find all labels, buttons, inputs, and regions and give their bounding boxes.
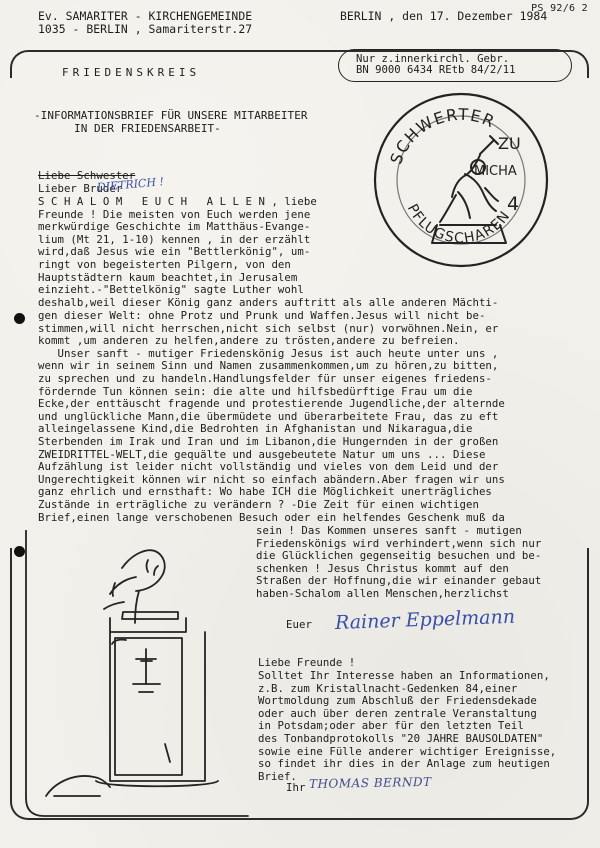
city-date-line: BERLIN , den 17. Dezember 1984 bbox=[340, 9, 548, 23]
greeting-brother: Lieber Bruder bbox=[38, 182, 123, 195]
emblem-inner-text: MICHA bbox=[474, 164, 517, 179]
emblem-bottom-text: PFLUGSCHAREN bbox=[403, 201, 514, 247]
svg-text:SCHWERTER bbox=[386, 105, 498, 167]
letter-heading: -INFORMATIONSBRIEF FÜR UNSERE MITARBEITER IN DER FRIEDENSARBEIT- bbox=[34, 109, 308, 135]
section-title: FRIEDENSKREIS bbox=[62, 66, 201, 79]
greeting-sister: Liebe Schwester bbox=[38, 169, 136, 182]
emblem-right-text: ZU bbox=[498, 134, 521, 153]
signature-thomas-berndt: THOMAS BERNDT bbox=[308, 774, 432, 791]
pulpit-cartoon-drawing bbox=[18, 530, 250, 820]
emblem-left-text: SCHWERTER bbox=[386, 104, 499, 167]
closing-word: Euer bbox=[286, 618, 312, 631]
friends-greeting: Liebe Freunde ! bbox=[258, 656, 356, 669]
handwritten-recipient-name: DIETRICH ! bbox=[96, 175, 165, 194]
church-address: Ev. SAMARITER - KIRCHENGEMEINDE 1035 - BERLIN , Samariterstr.27 bbox=[38, 9, 253, 36]
letter-body-middle: sein ! Das Kommen unseres sanft - mutigen Friedenskönigs wird verhindert,wenn sich nur die Glücklichen gegenseitig besuchen und be- schenken ! Jesus Christus kommt auf den Straßen der Hoffnung,die wir einander gebaut haben-Schalom allen Menschen,herzlichst bbox=[256, 524, 542, 600]
friends-message: Solltet Ihr Interesse haben an Informationen, z.B. zum Kristallnacht-Gedenken 84,einer Wortmoldung zum Abschluß der Friedensdekade oder auch über deren zentrale Veranstaltung in Potsdam;oder aber für den letzten Teil des Tonbandprotokolls "20 JAHRE BAUSOLDATEN" sowie eine Fülle anderer wichtiger Ereignisse, so findet ihr dies in der Anlage zum heutigen Brief. bbox=[258, 669, 557, 783]
closing-ihr: Ihr bbox=[286, 781, 306, 794]
letter-body-wide: gen dieser Welt: ohne Protz und Prunk und Waffen.Jesus will nicht be- stimmen,will nicht herrschen,nicht sich selbst (nur) vorwöhnen.Nein, er kommt ,um anderen zu helfen,andere zu trösten,andere zu befreien. Unser sanft - mutiger Friedenskönig Jesus ist auch heute unter uns , wenn wir in seinem Sinn und Namen zusammenkommen,um zu hören,zu bitten, zu sprechen und zu handeln.Handlungsfelder für unser eigenes friedens- fördernde Tun können sein: die alte und hilfsbedürftige Frau um die Ecke,der enttäuscht fragende und protestierende Jugendliche,der alternde und unglückliche Mann,die übermüdete und überarbeitete Frau, das zu eft alleingelassene Kind,die Bedrohten in Afghanistan und Nikaragua,die Sterbenden im Irak und Iran und im Libanon,die Hungernden in der großen ZWEIDRITTEL-WELT,die gequälte und ausgebeutete Natur um uns ... Diese Aufzählung ist leider nicht vollständig und vieles von dem Leid und der Ungerechtigkeit können wir nicht so einfach abändern.Aber fragen wir uns ganz ehrlich und ernsthaft: Wo habe ICH die Möglichkeit unerträgliches Zustände in erträgliche zu verändern ? -Die Zeit für einen wichtigen Brief,einen lange verschobenen Besuch oder ein helfendes Geschenk muß da bbox=[38, 309, 505, 524]
binder-hole-mark-top bbox=[14, 313, 25, 324]
usage-stamp-text: Nur z.innerkirchl. Gebr. BN 9000 6434 REtb 84/2/11 bbox=[356, 53, 516, 76]
emblem-number-text: 4 bbox=[507, 193, 520, 215]
signature-rainer-eppelmann: Rainer Eppelmann bbox=[334, 605, 516, 634]
pulpit-cartoon bbox=[18, 530, 250, 820]
letter-body-left: S C H A L O M E U C H A L L E N , liebe Freunde ! Die meisten von Euch werden jene merkwürdige Geschichte im Matthäus-Evange- lium (Mt 21, 1-10) kennen , in der erzählt wird,daß Jesus wie ein "Bettlerkönig", um- ringt von begeisterten Pilgern, von den Hauptstädtern kaum beachtet,in Jerusalem einzieht.-"Bettelkönig" sagte Luther wohl deshalb,weil dieser König ganz anders auftritt als alle anderen Mächti- bbox=[38, 195, 499, 309]
corner-code: PS 92/6 2 bbox=[531, 3, 588, 14]
